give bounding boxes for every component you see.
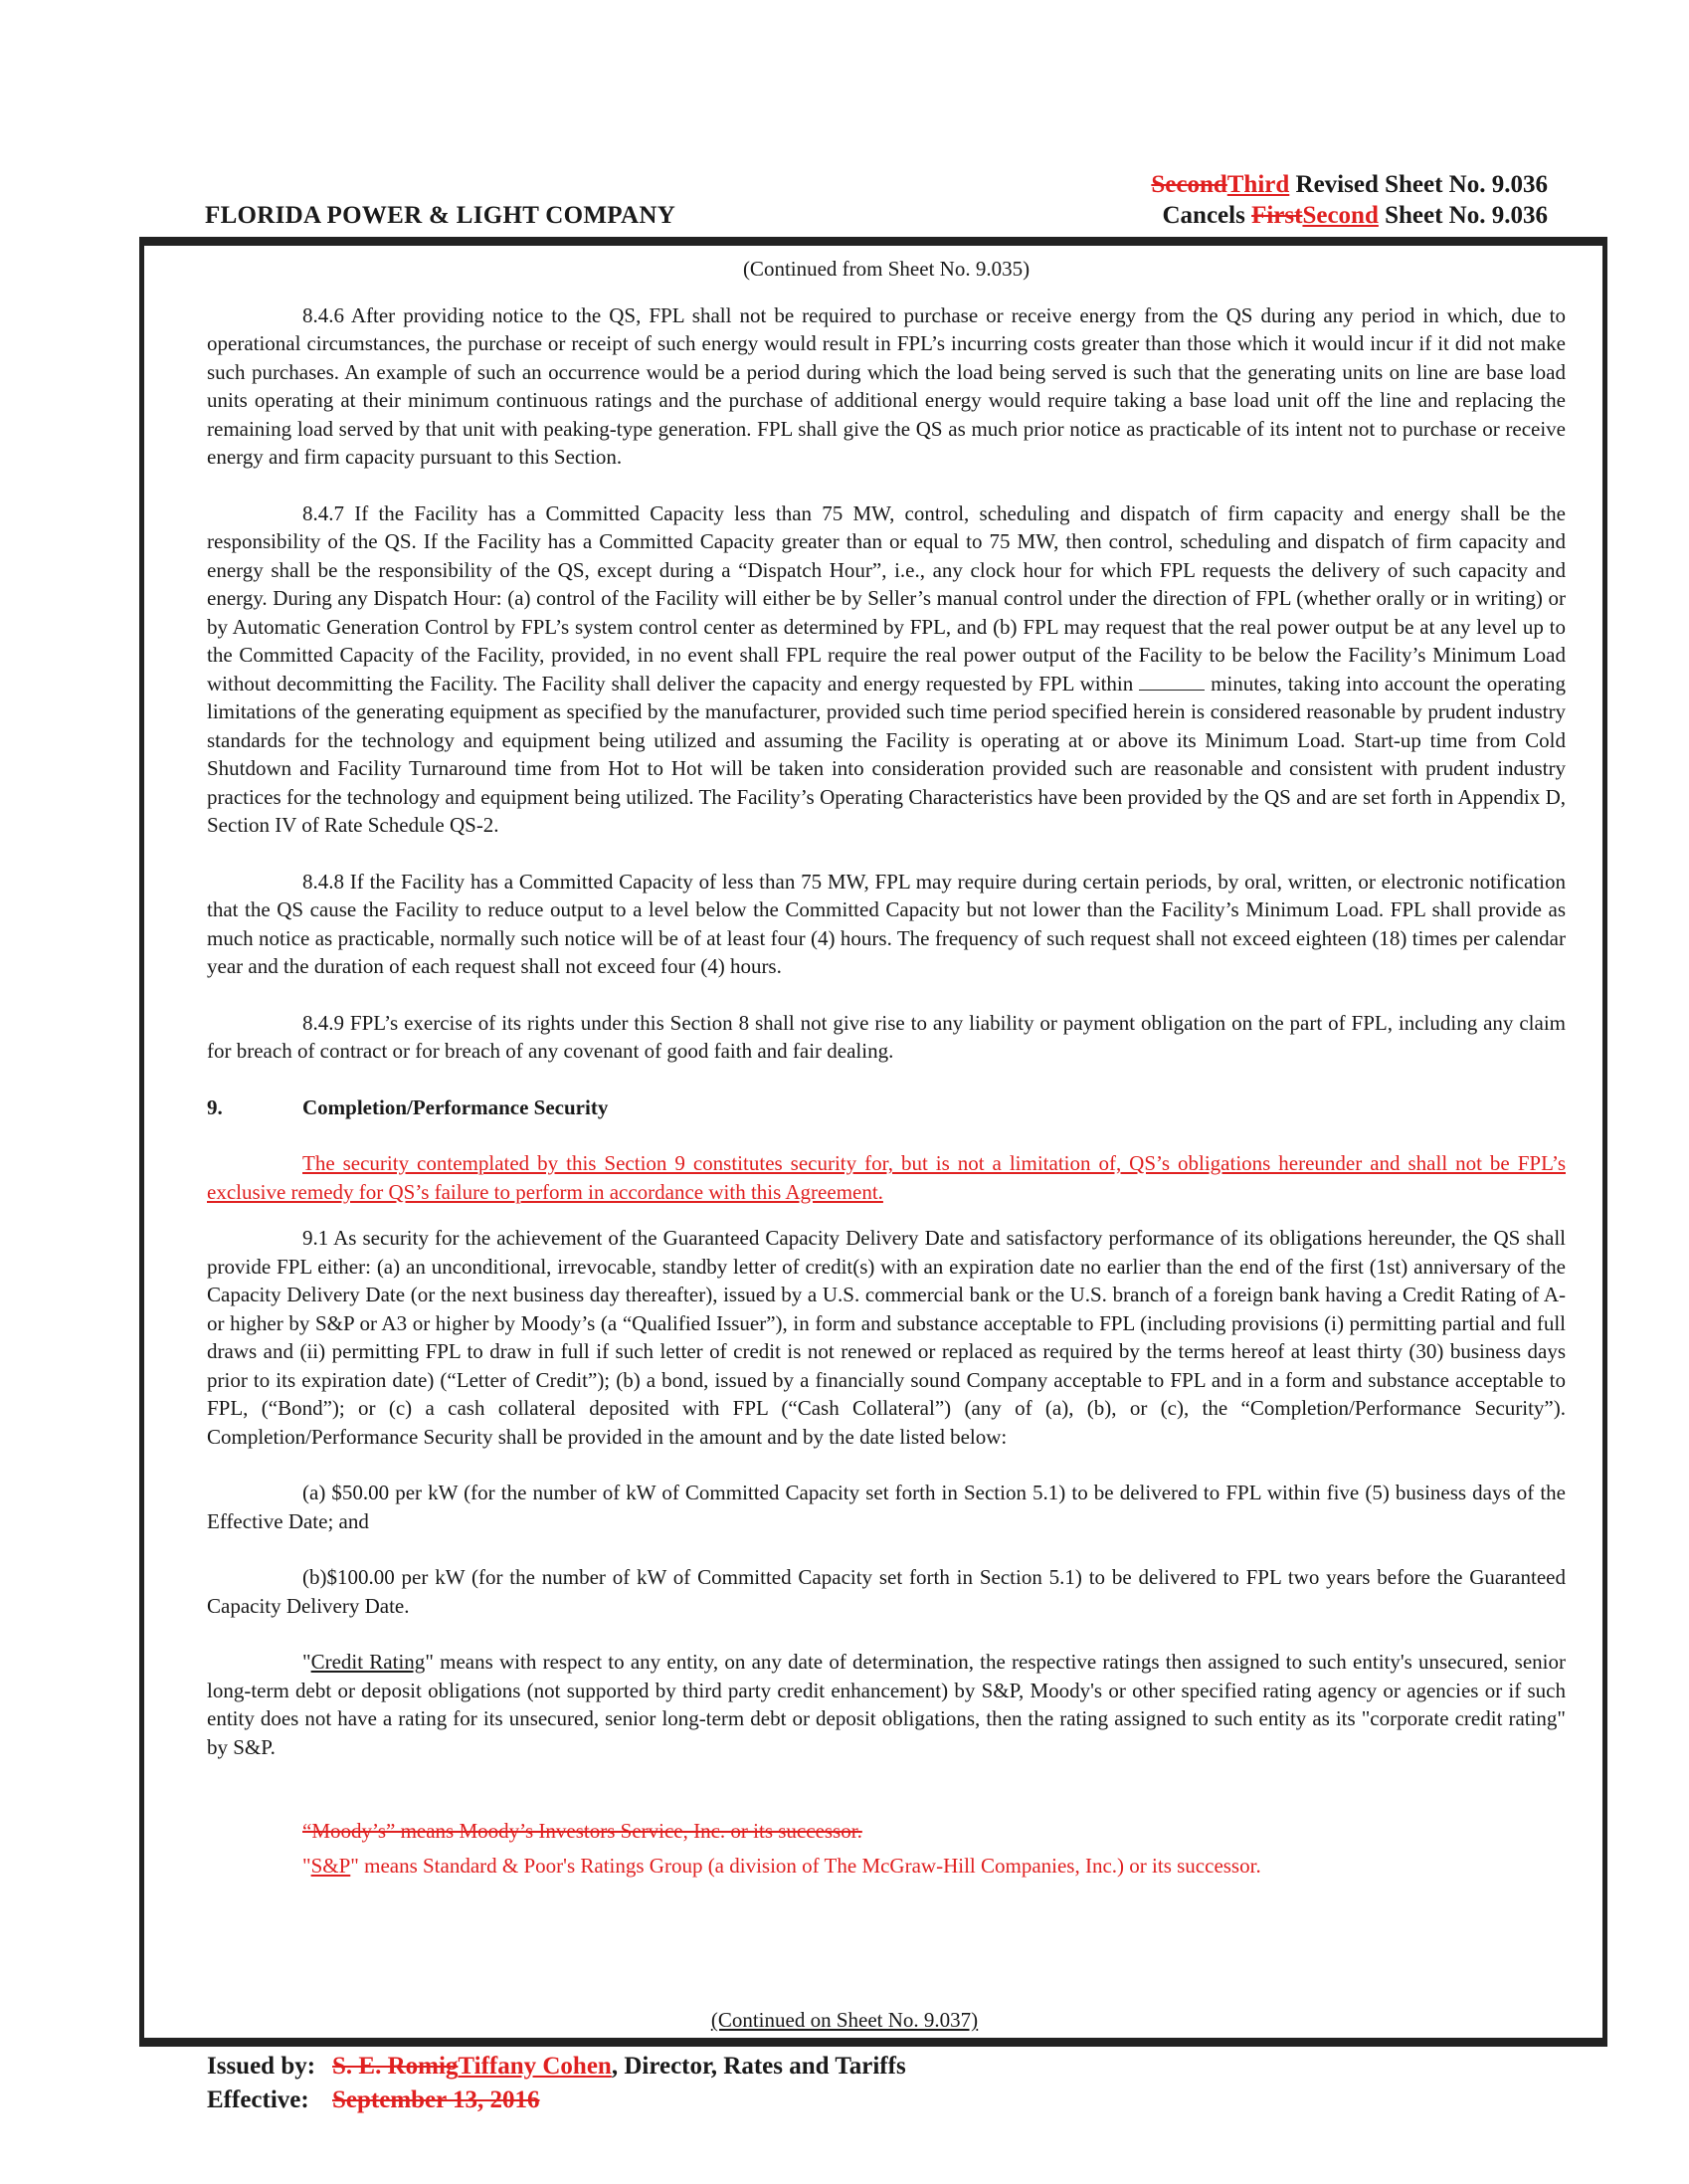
cancels-old: First <box>1251 202 1303 229</box>
section-9-number: 9. <box>207 1094 223 1119</box>
minutes-blank <box>1139 672 1205 691</box>
issued-suffix: , Director, Rates and Tariffs <box>611 2053 906 2080</box>
continued-on: (Continued on Sheet No. 9.037) <box>710 2008 979 2032</box>
revised-old: Second <box>1151 171 1227 198</box>
issued-old: S. E. Romig <box>332 2053 459 2080</box>
issued-new: Tiffany Cohen <box>458 2053 612 2080</box>
section-8-4-8: 8.4.8 If the Facility has a Committed Capacity of less than 75 MW, FPL may require during certain periods, by oral, written, or electronic notification that the QS cause the Facility to reduce output to a level below the Committed Capacity but not lower than the Facility’s Minimum Load. FPL shall provide as much notice as practicable, normally such notice will be of at least four (4) hours. The frequency of such request shall not exceed eighteen (18) times per calendar year and the duration of each request shall not exceed four (4) hours. <box>207 869 1566 978</box>
section-8-4-7-part-b: minutes, taking into account the operating limitations of the generating equipment as specified by the manufacturer, provided such time period specified herein is considered reasonable by prudent industry standards for the technology and equipment being utilized and assuming the Facility is operating at or above its Minimum Load. Start-up time from Cold Shutdown and Facility Turnaround time from Hot to Hot will be taken into consideration provided such are reasonable and consistent with prudent industry practices for the technology and equipment being utilized. The Facility’s Operating Characteristics have been provided by the QS and are set forth in Appendix D, Section IV of Rate Schedule QS-2. <box>207 671 1567 837</box>
section-8-4-9: 8.4.9 FPL’s exercise of its rights under this Section 8 shall not give rise to any liability or payment obligation on the part of FPL, including any claim for breach of contract or for breach of any covenant of good faith and fair dealing. <box>207 1010 1566 1063</box>
document-body <box>207 255 1566 1880</box>
issued-by-line <box>207 2050 906 2084</box>
section-8-4-7-part-a: 8.4.7 If the Facility has a Committed Capacity less than 75 MW, control, scheduling and dispatch of firm capacity and energy shall be the responsibility of the QS. If the Facility has a Committed Capacity greater than or equal to 75 MW, then control, scheduling and dispatch of firm capacity and energy shall be the responsibility of the QS, except during a “Dispatch Hour”, i.e., any clock hour for which FPL requests the delivery of such capacity and energy. During any Dispatch Hour: (a) control of the Facility will either be by Seller’s manual control under the direction of FPL (whether orally or in writing) or by Automatic Generation Control by FPL’s system control center as determined by FPL, and (b) FPL may request that the real power output be at any level up to the Committed Capacity of the Facility, provided, in no event shall FPL require the real power output of the Facility to be below the Facility’s Minimum Load without decommitting the Facility. The Facility shall deliver the capacity and energy requested by FPL within <box>207 500 1566 695</box>
section-9-1: 9.1 As security for the achievement of the Guaranteed Capacity Delivery Date and satisfactory performance of its obligations hereunder, the QS shall provide FPL either: (a) an unconditional, irrevocable, standby letter of credit(s) with an expiration date no earlier than the end of the first (1st) anniversary of the Capacity Delivery Date (or the next business day thereafter), issued by a U.S. commercial bank or the U.S. branch of a foreign bank having a Credit Rating of A- or higher by S&P or A3 or higher by Moody’s (a “Qualified Issuer”), in form and substance acceptable to FPL (including provisions (i) permitting partial and full draws and (ii) permitting FPL to draw in full if such letter of credit is not renewed or replaced as required by the terms hereof at least thirty (30) business days prior to its expiration date) (“Letter of Credit”); (b) a bond, issued by a financially sound Company acceptable to FPL and in a form and substance acceptable to FPL, (“Bond”); or (c) a cash collateral deposited with FPL (“Cash Collateral”) (any of (a), (b), or (c), the “Completion/Performance Security”). Completion/Performance Security shall be provided in the amount and by the date listed below: <box>207 1226 1566 1449</box>
effective-old: September 13, 2016 <box>332 2086 540 2113</box>
sheet-number-block <box>1151 169 1548 231</box>
continued-from: (Continued from Sheet No. 9.035) <box>742 257 1031 281</box>
security-amount-a: (a) $50.00 per kW (for the number of kW of Committed Capacity set forth in Section 5.1) to be delivered to FPL within five (5) business days of the Effective Date; and <box>207 1481 1566 1533</box>
revised-sheet-line <box>1151 169 1548 200</box>
section-9-inserted-text <box>207 1149 1566 1206</box>
section-9-inserted-sentence: The security contemplated by this Section 9 constitutes security for, but is not a limitation of, QS’s obligations hereunder and shall not be FPL’s exclusive remedy for QS’s failure to perform in accordance with this Agreement. <box>207 1151 1566 1204</box>
issued-label: Issued by: <box>207 2053 316 2080</box>
cancels-prefix: Cancels <box>1162 202 1252 229</box>
effective-label: Effective: <box>207 2086 309 2113</box>
section-8-4-7 <box>207 499 1566 840</box>
security-amount-b: (b)$100.00 per kW (for the number of kW of Committed Capacity set forth in Section 5.1) to be delivered to FPL two years before the Guaranteed Capacity Delivery Date. <box>207 1565 1566 1618</box>
credit-rating-term: Credit Rating <box>310 1650 426 1674</box>
section-9-title: Completion/Performance Security <box>302 1094 609 1119</box>
revised-suffix: Revised Sheet No. 9.036 <box>1289 171 1548 198</box>
bottom-rule <box>139 2038 1607 2047</box>
section-8-4-6: 8.4.6 After providing notice to the QS, FPL shall not be required to purchase or receive energy from the QS during any period in which, due to operational circumstances, the purchase or receipt of such energy would result in FPL’s incurring costs greater than those which it would incur if it did not make such purchases. An example of such an occurrence would be a period during which the load being served is such that the generating units on line are base load units operating at their minimum continuous ratings and the purchase of additional energy would require taking a base load unit off the line and replacing the remaining load served by that unit with peaking-type generation. FPL shall give the QS as much prior notice as practicable of its intent not to purchase or receive energy and firm capacity pursuant to this Section. <box>207 302 1566 469</box>
section-9-heading <box>207 1093 1566 1122</box>
sp-text: " means Standard & Poor's Ratings Group (a division of The McGraw-Hill Companies, Inc.) or its successor. <box>350 1853 1261 1878</box>
revised-new: Third <box>1226 171 1290 198</box>
sp-term: S&P <box>310 1853 351 1878</box>
footer <box>207 2050 906 2117</box>
credit-rating-text: means with respect to any entity, on any date of determination, the respective ratings then assigned to such entity's unsecured, senior long-term debt or deposit obligations (not supported by third party credit enhancement) by S&P, Moody's or other specified rating agency or agencies or if such entity does not have a rating for its unsecured, senior long-term debt or deposit obligations, then the rating assigned to such entity as its "corporate credit rating" by S&P. <box>207 1650 1566 1759</box>
credit-rating-definition: "Credit Rating" means with respect to any entity, on any date of determination, the respective ratings then assigned to such entity's unsecured, senior long-term debt or deposit obligations (not supported by third party credit enhancement) by S&P, Moody's or other specified rating agency or agencies or if such entity does not have a rating for its unsecured, senior long-term debt or deposit obligations, then the rating assigned to such entity as its "corporate credit rating" by S&P. <box>207 1650 1566 1759</box>
company-name: FLORIDA POWER & LIGHT COMPANY <box>205 202 676 229</box>
cancels-new: Second <box>1302 202 1379 229</box>
sp-definition: "S&P" means Standard & Poor's Ratings Group (a division of The McGraw-Hill Companies, Inc.) or its successor. <box>302 1853 1261 1878</box>
moodys-deleted-definition: “Moody’s” means Moody’s Investors Service, Inc. or its successor. <box>302 1819 862 1843</box>
effective-line <box>207 2084 906 2117</box>
cancels-suffix: Sheet No. 9.036 <box>1378 202 1548 229</box>
cancels-sheet-line <box>1151 200 1548 231</box>
